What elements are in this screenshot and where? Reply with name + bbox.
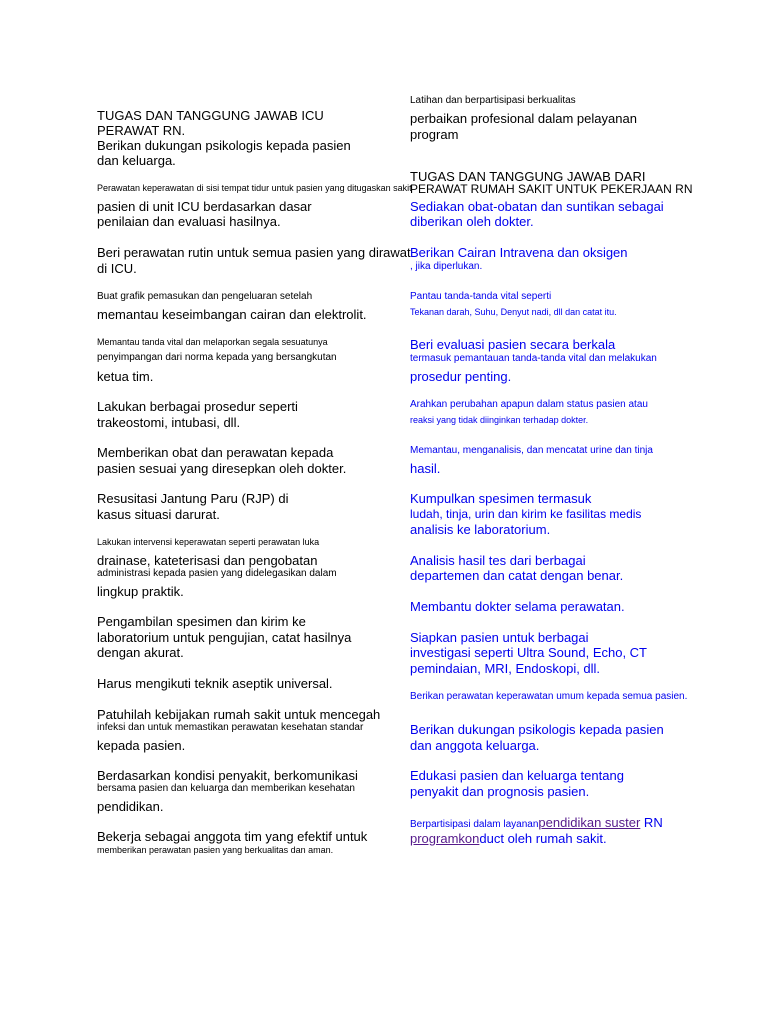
text-line: diberikan oleh dokter. xyxy=(410,214,534,229)
text-line: Patuhilah kebijakan rumah sakit untuk mencegah xyxy=(97,707,381,722)
text-line: Kumpulkan spesimen termasuk xyxy=(410,491,592,506)
text-line: Lakukan berbagai prosedur seperti xyxy=(97,399,298,414)
text-line: Berdasarkan kondisi penyakit, berkomunikasi xyxy=(97,768,358,783)
text-line: Beri perawatan rutin untuk semua pasien yang dirawat xyxy=(97,245,411,260)
text-line: penyakit dan prognosis pasien. xyxy=(410,784,590,799)
text-line: investigasi seperti Ultra Sound, Echo, CT xyxy=(410,645,647,660)
text-line: penyimpangan dari norma kepada yang bersangkutan xyxy=(97,352,337,363)
text-line: analisis ke laboratorium. xyxy=(410,522,551,537)
text-line: memantau keseimbangan cairan dan elektrolit. xyxy=(97,307,367,322)
text-line: Berikan dukungan psikologis kepada pasien xyxy=(97,138,351,153)
text-line: Latihan dan berpartisipasi berkualitas xyxy=(410,95,576,106)
text-line: Arahkan perubahan apapun dalam status pasien atau xyxy=(410,399,648,410)
text-line: pemindaian, MRI, Endoskopi, dll. xyxy=(410,661,601,676)
text-line: Buat grafik pemasukan dan pengeluaran setelah xyxy=(97,291,313,302)
text-line: bersama pasien dan keluarga dan memberikan kesehatan xyxy=(97,783,355,794)
text-fragment: kon xyxy=(458,831,480,846)
text-line: ludah, tinja, urin dan kirim ke fasilitas medis xyxy=(410,507,642,521)
text-fragment: RN xyxy=(640,815,663,830)
text-line: Siapkan pasien untuk berbagai xyxy=(410,630,589,645)
text-line: Memberikan obat dan perawatan kepada xyxy=(97,445,334,460)
text-line: pasien sesuai yang diresepkan oleh dokter. xyxy=(97,461,347,476)
text-line: Memantau tanda vital dan melaporkan segala sesuatunya xyxy=(97,337,328,347)
text-line: Analisis hasil tes dari berbagai xyxy=(410,553,586,568)
text-line: Membantu dokter selama perawatan. xyxy=(410,599,625,614)
text-line: Bekerja sebagai anggota tim yang efektif untuk xyxy=(97,829,368,844)
text-fragment: duct oleh rumah sakit. xyxy=(479,831,607,846)
text-line: memberikan perawatan pasien yang berkualitas dan aman. xyxy=(97,845,334,855)
right-subtitle: PERAWAT RUMAH SAKIT UNTUK PEKERJAAN RN xyxy=(410,182,693,196)
text-line: Memantau, menganalisis, dan mencatat urine dan tinja xyxy=(410,445,653,456)
text-line: Berikan Cairan Intravena dan oksigen xyxy=(410,245,628,260)
text-line: pasien di unit ICU berdasarkan dasar xyxy=(97,199,312,214)
left-title: TUGAS DAN TANGGUNG JAWAB ICU xyxy=(97,108,324,123)
text-line: Harus mengikuti teknik aseptik universal. xyxy=(97,676,333,691)
text-line: penilaian dan evaluasi hasilnya. xyxy=(97,214,281,229)
text-line: hasil. xyxy=(410,461,441,476)
text-line: Resusitasi Jantung Paru (RJP) di xyxy=(97,491,289,506)
text-line: lingkup praktik. xyxy=(97,584,184,599)
text-line: termasuk pemantauan tanda-tanda vital dan melakukan xyxy=(410,353,657,364)
text-line: Sediakan obat-obatan dan suntikan sebagai xyxy=(410,199,664,214)
text-fragment: pendidikan suster xyxy=(538,815,641,830)
text-line xyxy=(410,815,663,831)
text-line: Tekanan darah, Suhu, Denyut nadi, dll dan catat itu. xyxy=(410,307,617,317)
text-line: trakeostomi, intubasi, dll. xyxy=(97,415,241,430)
text-line: dengan akurat. xyxy=(97,645,184,660)
text-line: pendidikan. xyxy=(97,799,164,814)
text-line: Perawatan keperawatan di sisi tempat tidur untuk pasien yang ditugaskan sakit xyxy=(97,183,412,193)
text-line: laboratorium untuk pengujian, catat hasilnya xyxy=(97,630,352,645)
text-line: Berikan perawatan keperawatan umum kepada semua pasien. xyxy=(410,691,688,702)
text-line: Beri evaluasi pasien secara berkala xyxy=(410,337,616,352)
text-line: administrasi kepada pasien yang didelegasikan dalam xyxy=(97,568,337,579)
text-line: drainase, kateterisasi dan pengobatan xyxy=(97,553,318,568)
text-line: , jika diperlukan. xyxy=(410,261,483,272)
text-line: di ICU. xyxy=(97,261,137,276)
right-title: TUGAS DAN TANGGUNG JAWAB DARI xyxy=(410,169,646,184)
text-line: kasus situasi darurat. xyxy=(97,507,220,522)
text-line: Pantau tanda-tanda vital seperti xyxy=(410,291,552,302)
text-line: departemen dan catat dengan benar. xyxy=(410,568,624,583)
text-line: dan anggota keluarga. xyxy=(410,738,540,753)
text-line: infeksi dan untuk memastikan perawatan kesehatan standar xyxy=(97,722,364,733)
text-line: Pengambilan spesimen dan kirim ke xyxy=(97,614,306,629)
text-line: Lakukan intervensi keperawatan seperti perawatan luka xyxy=(97,537,320,547)
text-line: ketua tim. xyxy=(97,369,154,384)
text-line: kepada pasien. xyxy=(97,738,186,753)
text-fragment: program xyxy=(410,831,459,846)
text-line: PERAWAT RN. xyxy=(97,123,186,138)
text-fragment: Berpartisipasi dalam layanan xyxy=(410,819,539,830)
text-line: perbaikan profesional dalam pelayanan xyxy=(410,111,637,126)
text-line: program xyxy=(410,127,459,142)
text-line: dan keluarga. xyxy=(97,153,176,168)
text-line: reaksi yang tidak diinginkan terhadap dokter. xyxy=(410,415,589,425)
text-line: Berikan dukungan psikologis kepada pasien xyxy=(410,722,664,737)
text-line xyxy=(410,831,607,847)
text-line: Edukasi pasien dan keluarga tentang xyxy=(410,768,624,783)
text-line: prosedur penting. xyxy=(410,369,512,384)
